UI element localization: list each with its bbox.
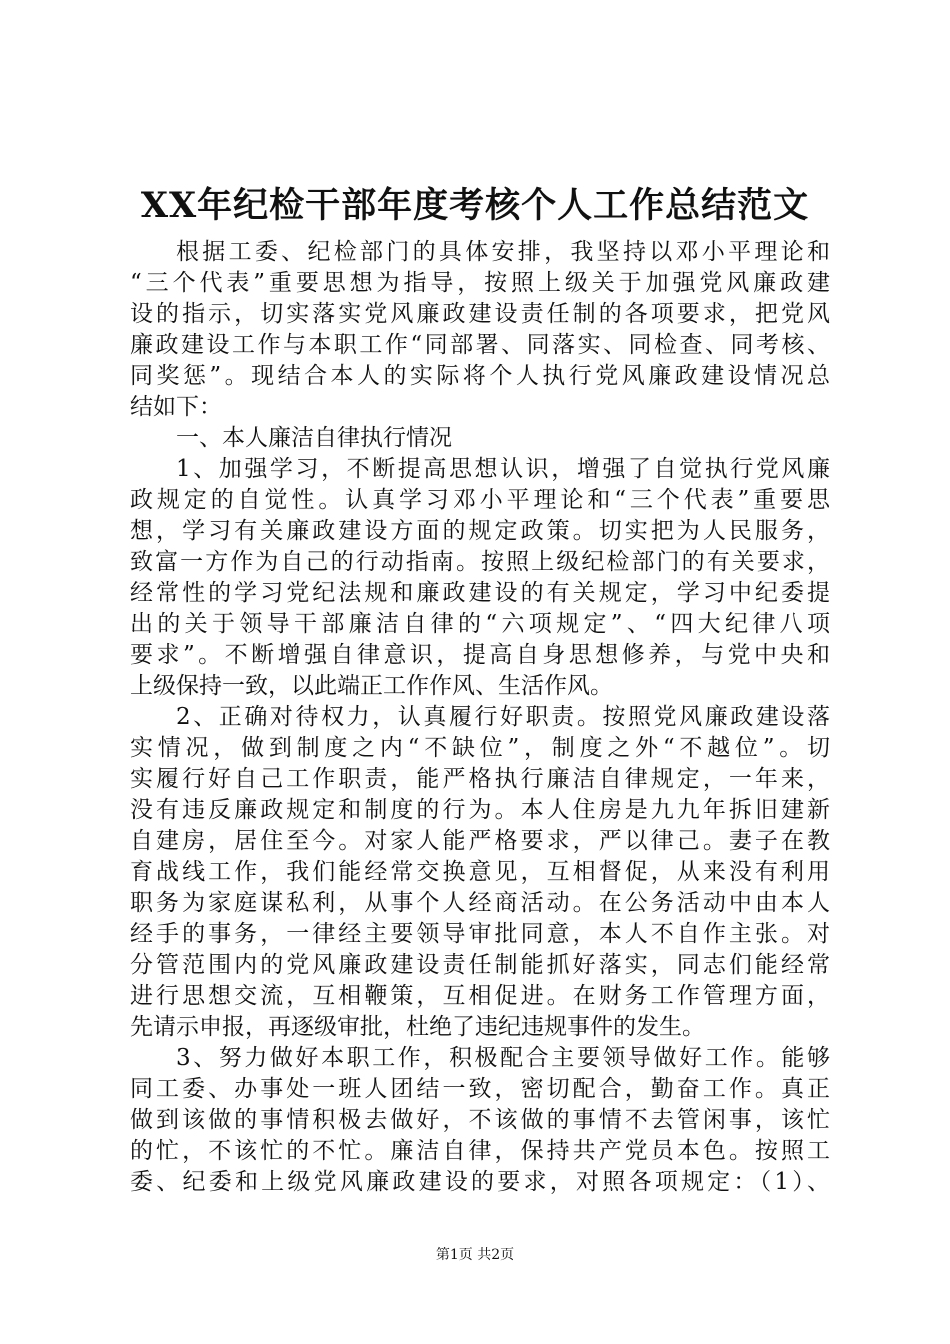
text-line: 育战线工作，我们能经常交换意见，互相督促，从来没有利用 bbox=[130, 859, 830, 885]
document-title: XX年纪检干部年度考核个人工作总结范文 bbox=[140, 185, 810, 226]
text-line: 自建房，居住至今。对家人能严格要求，严以律己。妻子在教 bbox=[130, 828, 830, 854]
text-line: 进行思想交流，互相鞭策，互相促进。在财务工作管理方面， bbox=[130, 983, 830, 1009]
text-line: 先请示申报，再逐级审批，杜绝了违纪违规事件的发生。 bbox=[130, 1014, 705, 1040]
text-line: 的忙，不该忙的不忙。廉洁自律，保持共产党员本色。按照工 bbox=[130, 1138, 830, 1164]
text-line: 结如下： bbox=[130, 394, 222, 420]
text-line: 职务为家庭谋私利，从事个人经商活动。在公务活动中由本人 bbox=[130, 890, 830, 916]
text-line: 设的指示，切实落实党风廉政建设责任制的各项要求，把党风 bbox=[130, 301, 830, 327]
text-line: 经手的事务，一律经主要领导审批同意，本人不自作主张。对 bbox=[130, 921, 830, 947]
text-line: 出的关于领导干部廉洁自律的“六项规定”、“四大纪律八项 bbox=[130, 611, 830, 637]
text-line: 同奖惩”。现结合本人的实际将个人执行党风廉政建设情况总 bbox=[130, 363, 830, 389]
text-line: 经常性的学习党纪法规和廉政建设的有关规定，学习中纪委提 bbox=[130, 580, 830, 606]
text-line: 委、纪委和上级党风廉政建设的要求，对照各项规定：（1）、 bbox=[130, 1169, 830, 1195]
text-line: 同工委、办事处一班人团结一致，密切配合，勤奋工作。真正 bbox=[130, 1076, 830, 1102]
text-line: 3、努力做好本职工作，积极配合主要领导做好工作。能够 bbox=[176, 1045, 830, 1071]
text-line: 实履行好自己工作职责，能严格执行廉洁自律规定，一年来， bbox=[130, 766, 830, 792]
text-line: 要求”。不断增强自律意识，提高自身思想修养，与党中央和 bbox=[130, 642, 830, 668]
text-line: 根据工委、纪检部门的具体安排，我坚持以邓小平理论和 bbox=[176, 239, 830, 265]
text-line: 没有违反廉政规定和制度的行为。本人住房是九九年拆旧建新 bbox=[130, 797, 830, 823]
text-line: 分管范围内的党风廉政建设责任制能抓好落实，同志们能经常 bbox=[130, 952, 830, 978]
text-line: 致富一方作为自己的行动指南。按照上级纪检部门的有关要求， bbox=[130, 549, 830, 575]
text-line: 政规定的自觉性。认真学习邓小平理论和“三个代表”重要思 bbox=[130, 487, 830, 513]
text-line: 想，学习有关廉政建设方面的规定政策。切实把为人民服务， bbox=[130, 518, 830, 544]
text-line: 实情况，做到制度之内“不缺位”，制度之外“不越位”。切 bbox=[130, 735, 830, 761]
text-line: 2、正确对待权力，认真履行好职责。按照党风廉政建设落 bbox=[176, 704, 830, 730]
text-line: “三个代表”重要思想为指导，按照上级关于加强党风廉政建 bbox=[130, 270, 830, 296]
text-line: 1、加强学习，不断提高思想认识，增强了自觉执行党风廉 bbox=[176, 456, 830, 482]
text-line: 廉政建设工作与本职工作“同部署、同落实、同检查、同考核、 bbox=[130, 332, 830, 358]
section-heading: 一、本人廉洁自律执行情况 bbox=[176, 425, 452, 451]
page-footer: 第1页 共2页 bbox=[435, 1247, 515, 1263]
text-line: 做到该做的事情积极去做好，不该做的事情不去管闲事，该忙 bbox=[130, 1107, 830, 1133]
document-body bbox=[130, 237, 830, 1198]
text-line: 上级保持一致，以此端正工作作风、生活作风。 bbox=[130, 673, 613, 699]
